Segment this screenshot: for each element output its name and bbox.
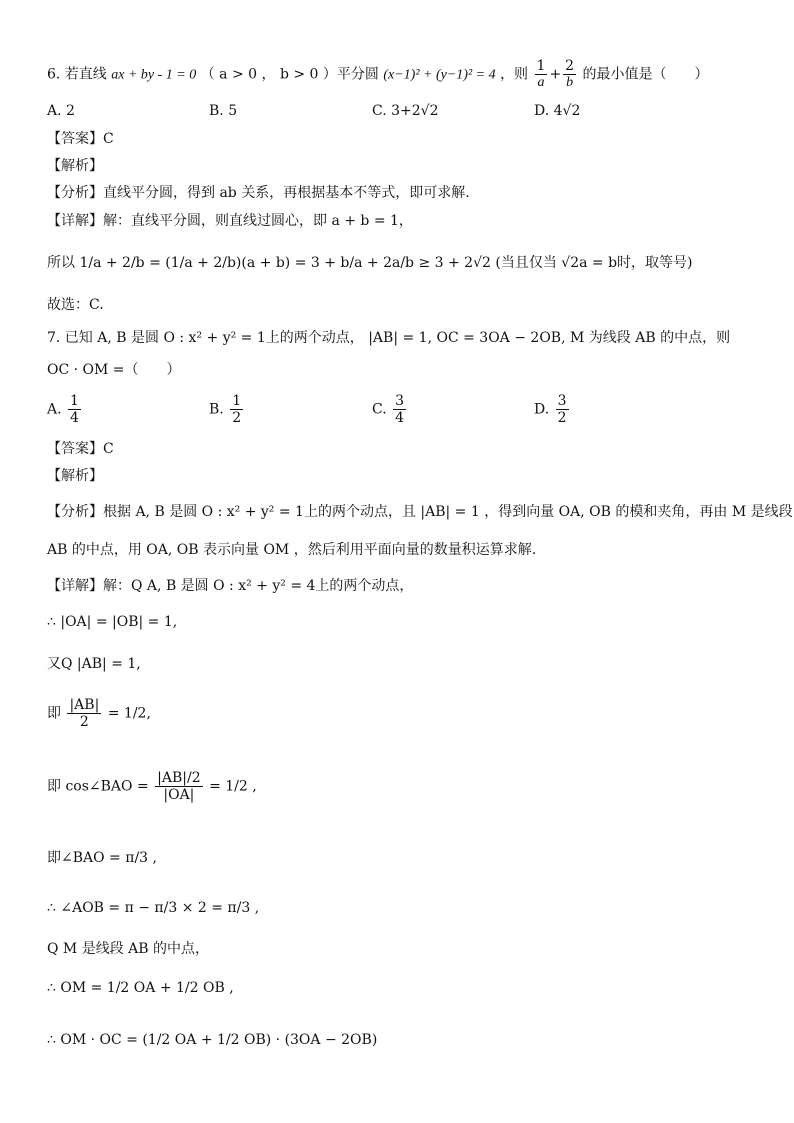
q7-step-8: ∴ OM = 1/2 OA + 1/2 OB , bbox=[47, 980, 234, 996]
q6-condition: （ a > 0 ， b > 0 ）平分圆 bbox=[200, 66, 379, 83]
q7-step-5: 即∠BAO = π/3 , bbox=[47, 850, 157, 866]
q6-frac-1: $\frac{1}{a}$ bbox=[536, 58, 546, 90]
q7-stem-line-2: OC · OM =（ ） bbox=[47, 362, 181, 378]
q7-step-3: 即 $\frac{|AB|}{2}$ = 1/2, bbox=[47, 697, 151, 730]
q7-analysis-heading: 【解析】 bbox=[47, 468, 103, 484]
q7-step-4: 即 cos∠BAO = $\frac{|AB|/2}{|OA|}$ = 1/2 , bbox=[47, 770, 257, 803]
q6-then: ，则 bbox=[500, 66, 529, 83]
q6-stem: 6. 若直线 ax + by - 1 = 0 （ a > 0 ， b > 0 ）平分圆 (x−1)² + (y−1)² = 4 ，则 $\frac{1}{a}$ + $\frac{2}{b}$ 的最小值是（ ） bbox=[47, 58, 709, 90]
q7-answer: 【答案】C bbox=[47, 441, 114, 457]
q6-analysis-heading: 【解析】 bbox=[47, 158, 103, 174]
q7-fenxi-line-2: AB 的中点，用 OA, OB 表示向量 OM ，然后利用平面向量的数量积运算求解. bbox=[47, 542, 537, 558]
q6-option-c[interactable]: C. 3+2√2 bbox=[372, 103, 439, 119]
q7-option-b[interactable]: B. $\frac{1}{2}$ bbox=[209, 393, 242, 426]
q7-step-9: ∴ OM · OC = (1/2 OA + 1/2 OB) · (3OA − 2OB) bbox=[47, 1032, 378, 1048]
q7-step-6: ∴ ∠AOB = π − π/3 × 2 = π/3 , bbox=[47, 900, 260, 916]
q7-stem-line-1: 7. 已知 A, B 是圆 O : x² + y² = 1上的两个动点， |AB| = 1, OC = 3OA − 2OB, M 为线段 AB 的中点，则 bbox=[47, 330, 731, 346]
q6-choose: 故选：C. bbox=[47, 297, 104, 313]
q7-option-c[interactable]: C. $\frac{3}{4}$ bbox=[372, 393, 405, 426]
q7-option-a[interactable]: A. $\frac{1}{4}$ bbox=[47, 393, 79, 426]
q6-stem-suffix: 的最小值是（ ） bbox=[582, 66, 709, 83]
q6-fenxi: 【分析】直线平分圆，得到 ab 关系，再根据基本不等式，即可求解. bbox=[47, 185, 470, 201]
q6-derivation: 所以 1/a + 2/b = (1/a + 2/b)(a + b) = 3 + b/a + 2a/b ≥ 3 + 2√2 (当且仅当 √2a = b时，取等号) bbox=[47, 255, 693, 271]
q6-circle-equation: (x−1)² + (y−1)² = 4 bbox=[383, 67, 496, 83]
q6-detail: 【详解】解：直线平分圆，则直线过圆心，即 a + b = 1， bbox=[47, 213, 413, 229]
q6-answer: 【答案】C bbox=[47, 131, 114, 147]
q6-stem-prefix: 6. 若直线 bbox=[47, 66, 107, 83]
q7-detail: 【详解】解：Q A, B 是圆 O : x² + y² = 4上的两个动点， bbox=[47, 578, 414, 594]
q7-option-d[interactable]: D. $\frac{3}{2}$ bbox=[534, 393, 567, 426]
q6-option-d[interactable]: D. 4√2 bbox=[534, 103, 581, 119]
q7-fenxi-line-1: 【分析】根据 A, B 是圆 O : x² + y² = 1上的两个动点，且 |AB| = 1 ，得到向量 OA, OB 的模和夹角，再由 M 是线段 bbox=[47, 504, 793, 520]
q6-option-b[interactable]: B. 5 bbox=[209, 103, 238, 119]
q6-line-equation: ax + by - 1 = 0 bbox=[111, 67, 197, 83]
q6-option-a[interactable]: A. 2 bbox=[47, 103, 75, 119]
q6-frac-2: $\frac{2}{b}$ bbox=[565, 58, 575, 90]
q7-step-2: 又Q |AB| = 1, bbox=[47, 656, 141, 672]
q7-step-1: ∴ |OA| = |OB| = 1, bbox=[47, 614, 178, 630]
q7-step-7: Q M 是线段 AB 的中点， bbox=[47, 941, 210, 957]
